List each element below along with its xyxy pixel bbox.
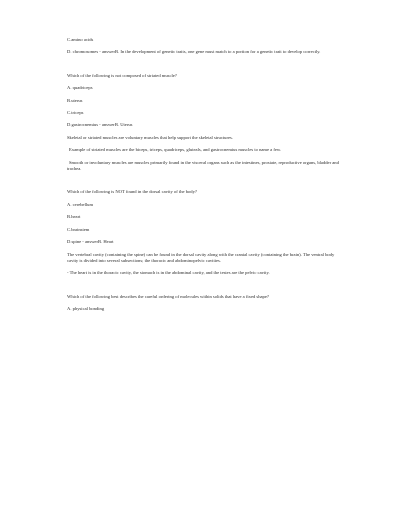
q2-option-d-answer: D.spine - answerB. Heart	[67, 239, 114, 245]
q2-explanation-1: The vertebral cavity (containing the spine) can be found in the dorsal cavity along with the cranial cavity (containing the brain). The ventral body cavity is divided into several subsections; the thoracic and abdominopelvic cavities.	[67, 251, 335, 263]
q1-option-b: B.uterus	[67, 97, 83, 103]
question-2: Which of the following is NOT found in the dorsal cavity of the body?	[67, 189, 197, 195]
q1-explanation-2: Example of striated muscles are the biceps, triceps, quadriceps, gluteals, and gastrocnemius muscles to name a few.	[69, 147, 282, 153]
q1-option-d-answer: D.gastrocnemius - answerB. Uterus	[67, 122, 133, 128]
q2-option-b: B.heart	[67, 214, 81, 220]
question-3: Which of the following best describes the careful ordering of molecules within solids that have a fixed shape?	[67, 293, 269, 299]
q3-option-a: A. physical bonding	[67, 306, 105, 312]
answer-prev: D. chromosomes - answerB. In the development of genetic traits, one gene must match to a portion for a genetic trait to develop correctly.	[67, 49, 321, 55]
q1-option-c: C.triceps	[67, 110, 84, 116]
q1-explanation-3: Smooth or involuntary muscles are muscles primarily found in the visceral organs such as the intestines, prostate, reproductive organs, bladder and trachea.	[67, 159, 339, 172]
q1-explanation-1: Skeletal or striated muscles are voluntary muscles that help support the skeletal structures.	[67, 134, 233, 140]
q2-option-c: C.brainstem	[67, 226, 90, 232]
option-c-prev: C.amino acids	[67, 37, 94, 42]
q1-option-a: A. quadriceps	[67, 85, 93, 91]
question-1: Which of the following is not composed of striated muscle?	[67, 72, 177, 78]
q2-option-a: A. cerebellum	[67, 201, 94, 207]
q2-explanation-2: - The heart is in the thoracic cavity, the stomach is in the abdominal cavity, and the testes are the pelvic cavity.	[67, 270, 270, 276]
